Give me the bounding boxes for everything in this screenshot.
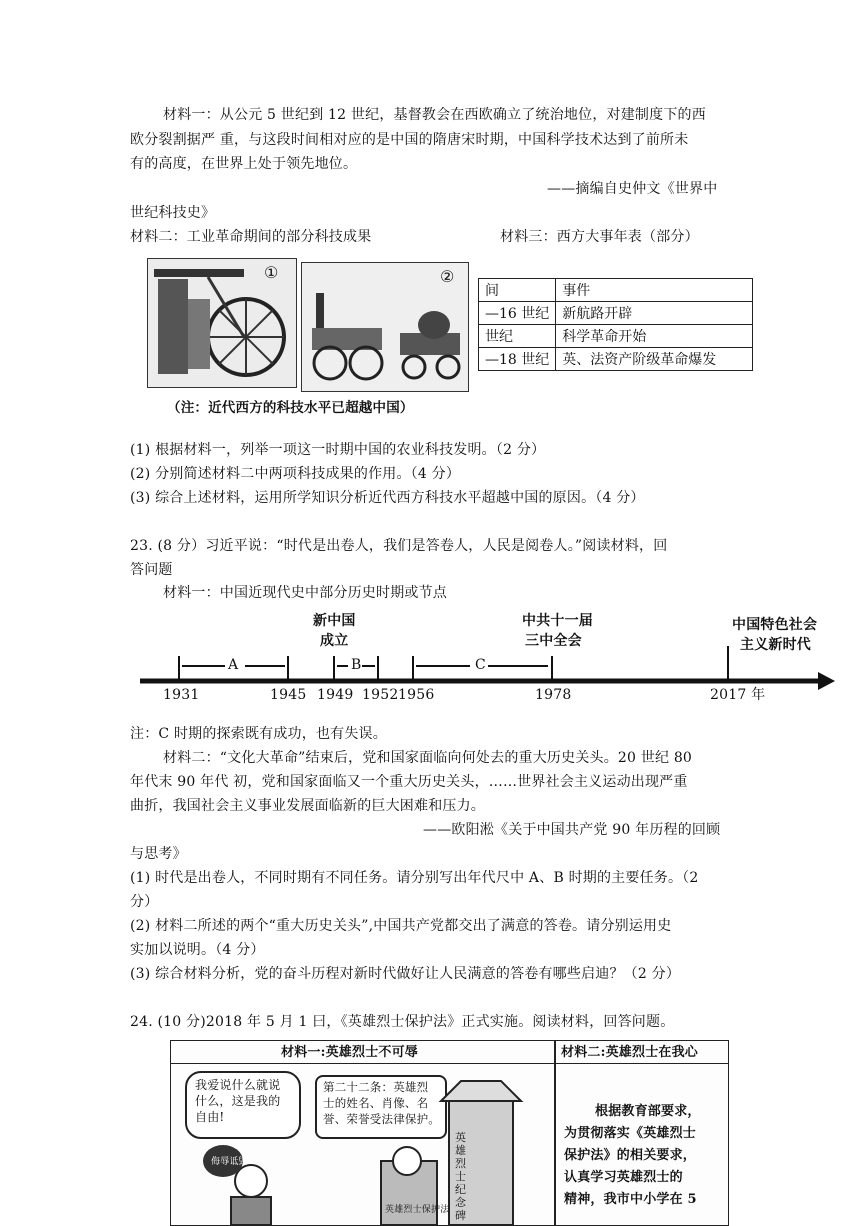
q23-note: 注：C 时期的探索既有成功，也有失误。 bbox=[130, 726, 387, 742]
m2-title: 材料二：工业革命期间的部分科技成果 bbox=[130, 229, 372, 245]
speech-bubble-right: 第二十二条：英雄烈 士的姓名、肖像、名 誉、荣誉受法律保护。 bbox=[315, 1075, 447, 1139]
table-row bbox=[479, 348, 753, 371]
year-label: 1956 bbox=[398, 687, 435, 703]
q23-heading-cont: 答问题 bbox=[130, 562, 173, 578]
q23-source-cont: 与思考》 bbox=[130, 846, 187, 862]
q23-question-2-cont: 实加以说明。（4 分） bbox=[130, 942, 265, 958]
m1-source: ——摘编自史仲文《世界中 bbox=[547, 181, 718, 197]
timeline-figure bbox=[130, 606, 835, 706]
q23-question-1: (1) 时代是出卷人，不同时期有不同任务。请分别写出年代尺中 A、B 时期的主要任务。（2 bbox=[130, 870, 699, 886]
year-label: 1949 bbox=[317, 687, 354, 703]
q22-question-3: (3) 综合上述材料，运用所学知识分析近代西方科技水平超越中国的原因。（4 分） bbox=[130, 490, 645, 506]
table-row bbox=[479, 325, 753, 348]
table-row bbox=[479, 279, 753, 302]
m3-title: 材料三：西方大事年表（部分） bbox=[500, 229, 699, 245]
steam-engine-image bbox=[147, 258, 297, 388]
events-table bbox=[478, 278, 753, 371]
table-cell: 英、法资产阶级革命爆发 bbox=[556, 348, 753, 371]
table-cell: —18 世纪 bbox=[479, 348, 556, 371]
image-label-1: ① bbox=[264, 263, 279, 282]
panel-2-title: 材料二:英雄烈士在我心 bbox=[561, 1045, 698, 1060]
law-book: 英雄烈士保护法 bbox=[385, 1205, 450, 1215]
q23-heading: 23. (8 分）习近平说：“时代是出卷人，我们是答卷人，人民是阅卷人。”阅读材料，回 bbox=[130, 538, 668, 554]
q23-material-1: 材料一：中国近现代史中部分历史时期或节点 bbox=[163, 585, 447, 601]
q23-question-2: (2) 材料二所述的两个“重大历史关头”,中国共产党都交出了满意的答卷。请分别运用史 bbox=[130, 918, 672, 934]
period-a-label: A bbox=[228, 657, 239, 673]
q22-question-2: (2) 分别简述材料二中两项科技成果的作用。（4 分） bbox=[130, 466, 461, 482]
table-row bbox=[479, 302, 753, 325]
q23-material-2: 材料二：“文化大革命”结束后，党和国家面临向何处去的重大历史关头。20 世纪 80 bbox=[163, 750, 693, 766]
q23-source: ——欧阳淞《关于中国共产党 90 年历程的回顾 bbox=[423, 822, 721, 838]
q22-question-1: (1) 根据材料一，列举一项这一时期中国的农业科技发明。（2 分） bbox=[130, 442, 546, 458]
speech-bubble-left: 我爱说什么就说 什么，这是我的 自由! bbox=[185, 1071, 301, 1139]
period-b-label: B bbox=[351, 657, 362, 673]
table-cell: 事件 bbox=[556, 279, 753, 302]
year-label: 1952 bbox=[362, 687, 399, 703]
q23-question-1-cont: 分） bbox=[130, 894, 159, 910]
table-cell: 新航路开辟 bbox=[556, 302, 753, 325]
table-cell: 间 bbox=[479, 279, 556, 302]
m1-source-cont: 世纪科技史》 bbox=[130, 205, 216, 221]
table-cell: 世纪 bbox=[479, 325, 556, 348]
image-note: （注：近代西方的科技水平已超越中国） bbox=[167, 400, 414, 416]
q23-material-2-cont: 年代末 90 年代 初，党和国家面临又一个重大历史关头，……世界社会主义运动出现严重 bbox=[130, 774, 688, 790]
q24-cartoon: 材料一:英雄烈士不可辱 材料二:英雄烈士在我心 我爱说什么就说 什么，这是我的 自由! 第二十二条：英雄烈 士的姓名、肖像、名 誉、荣誉受法律保护。 英雄烈士纪念碑 侮辱诋毁 英雄烈士保护法 根据教育部要求， 为贯彻落实《英雄烈士 保护法》的相关要求， 认真学习英雄烈士的 精神，我市中小学在 5 bbox=[170, 1040, 729, 1226]
period-c-label: C bbox=[475, 657, 486, 673]
m1-line3: 有的高度，在世界上处于领先地位。 bbox=[130, 156, 358, 172]
timeline-event-plenum: 中共十一届 bbox=[522, 613, 593, 629]
timeline-event-new-era-2: 主义新时代 bbox=[740, 637, 811, 653]
m1-line2: 欧分裂割据严 重，与这段时间相对应的是中国的隋唐宋时期，中国科学技术达到了前所未 bbox=[130, 132, 689, 148]
monument-label: 英雄烈士纪念碑 bbox=[455, 1131, 467, 1222]
timeline-event-new-era: 中国特色社会 bbox=[732, 617, 818, 633]
year-label: 2017 年 bbox=[710, 687, 766, 703]
table-cell: —16 世纪 bbox=[479, 302, 556, 325]
m1-line1: 材料一：从公元 5 世纪到 12 世纪，基督教会在西欧确立了统治地位，对建制度下的西 bbox=[163, 107, 706, 123]
timeline-event-prc-2: 成立 bbox=[320, 633, 349, 649]
monument-drawing bbox=[171, 1041, 554, 1225]
year-label: 1978 bbox=[535, 687, 572, 703]
image-label-2: ② bbox=[440, 267, 455, 286]
table-cell: 科学革命开始 bbox=[556, 325, 753, 348]
locomotive-image bbox=[301, 262, 469, 392]
q23-material-2-cont2: 曲折，我国社会主义事业发展面临新的巨大困难和压力。 bbox=[130, 798, 485, 814]
q23-question-3: (3) 综合材料分析，党的奋斗历程对新时代做好让人民满意的答卷有哪些启迪？（2 分） bbox=[130, 966, 681, 982]
q24-heading: 24. (10 分)2018 年 5 月 1 曰，《英雄烈士保护法》正式实施。阅读材料，回答问题。 bbox=[130, 1014, 675, 1030]
insult-sign: 侮辱诋毁 bbox=[211, 1157, 248, 1167]
timeline-event-prc: 新中国 bbox=[313, 613, 356, 629]
year-label: 1931 bbox=[163, 687, 200, 703]
panel-1-title: 材料一:英雄烈士不可辱 bbox=[281, 1045, 418, 1060]
year-label: 1945 bbox=[270, 687, 307, 703]
timeline-event-plenum-2: 三中全会 bbox=[525, 633, 582, 649]
